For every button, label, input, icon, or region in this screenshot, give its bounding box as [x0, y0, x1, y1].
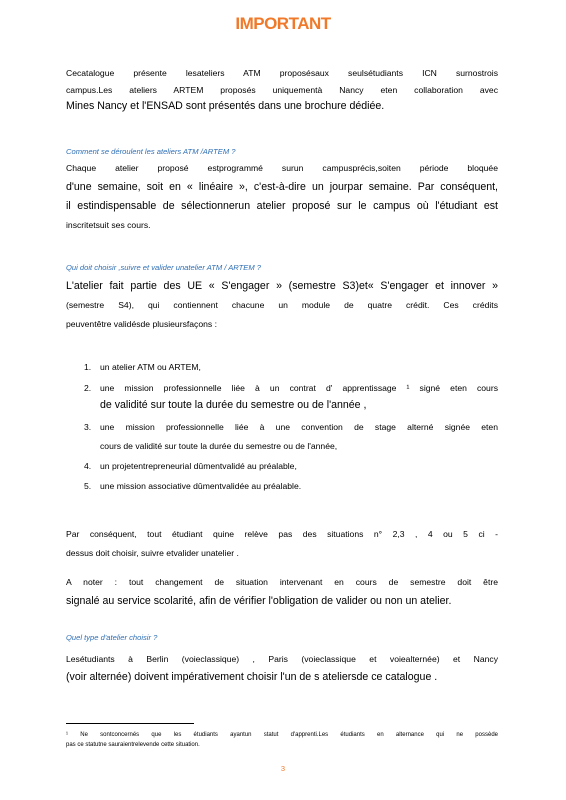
- section-heading-3: Quel type d'atelier choisir ?: [66, 633, 158, 642]
- note-paragraph: [66, 577, 498, 607]
- section-1-paragraph: [66, 163, 498, 231]
- intro-line-1: Cecatalogue présente lesateliers ATM proposésaux seulsétudiants ICN surnostrois: [66, 68, 498, 78]
- s5-line-2: (voir alternée) doivent impérativement choisir l'un de s ateliersde ce catalogue .: [66, 671, 438, 683]
- list-item-text: une mission professionnelle liée à une convention de stage alterné signée eten: [100, 422, 498, 432]
- list-item-text: une mission professionnelle liée à un contrat d' apprentissage ¹ signé eten cours: [100, 383, 498, 393]
- intro-line-3: Mines Nancy et l'ENSAD sont présentés dans une brochure dédiée.: [66, 100, 385, 112]
- intro-line-2: campus.Les ateliers ARTEM proposés uniquementà Nancy eten collaboration avec: [66, 85, 498, 95]
- s1-line-1: Chaque atelier proposé estprogrammé surun campusprécis,soiten période bloquée: [66, 163, 498, 173]
- list-number: 2.: [84, 383, 92, 393]
- list-item-text: une mission associative dûmentvalidée au préalable.: [100, 481, 302, 491]
- list-item-text-continued: de validité sur toute la durée du semestre ou de l'année ,: [100, 399, 367, 411]
- footnote-separator: [66, 723, 194, 724]
- section-2-paragraph: [66, 281, 498, 330]
- list-item-text-continued: cours de validité sur toute la durée du semestre ou de l'année,: [100, 441, 338, 451]
- footnote-line-1: ¹ Ne sontconcernés que les étudiants ayantun statut d'apprenti.Les étudiants en alternance qui ne possède: [66, 732, 498, 738]
- s3-line-2: dessus doit choisir, suivre etvalider unatelier .: [66, 548, 239, 558]
- s5-line-1: Lesétudiants à Berlin (voieclassique) , Paris (voieclassique et voiealternée) et Nancy: [66, 654, 498, 664]
- section-heading-1: Comment se déroulent les ateliers ATM /ARTEM ?: [66, 147, 236, 156]
- section-heading-2: Qui doit choisir ,suivre et valider unatelier ATM / ARTEM ?: [66, 263, 261, 272]
- list-item-text: un projetentrepreneurial dûmentvalidé au préalable,: [100, 461, 297, 471]
- s1-line-3: il estindispensable de sélectionnerun atelier proposé sur le campus où l'étudiant est: [66, 200, 498, 212]
- intro-paragraph: [66, 68, 498, 112]
- list-item-text: un atelier ATM ou ARTEM,: [100, 362, 201, 372]
- s4-line-2: signalé au service scolarité, afin de vérifier l'obligation de valider ou non un atelier.: [66, 595, 452, 607]
- list-number: 4.: [84, 461, 92, 471]
- list-number: 3.: [84, 422, 92, 432]
- s3-line-1: Par conséquent, tout étudiant quine relève pas des situations n° 2,3 , 4 ou 5 ci -: [66, 529, 498, 539]
- s2-line-2: (semestre S4), qui contiennent chacune un module de quatre crédit. Ces crédits: [66, 300, 498, 310]
- section-3-paragraph: [66, 529, 498, 559]
- page-number: 3: [280, 764, 286, 773]
- s1-line-2: d'une semaine, soit en « linéaire », c'est-à-dire un jourpar semaine. Par conséquent,: [66, 181, 498, 193]
- list-number: 5.: [84, 481, 92, 491]
- s2-line-1: L'atelier fait partie des UE « S'engager » (semestre S3)et« S'engager et innover »: [66, 280, 498, 292]
- s4-line-1: A noter : tout changement de situation intervenant en cours de semestre doit être: [66, 577, 498, 587]
- footnote-line-2: pas ce statutne sauraientrelevende cette situation.: [66, 742, 200, 748]
- footnote: [66, 730, 498, 750]
- s2-line-3: peuventêtre validésde plusieursfaçons :: [66, 319, 217, 329]
- list-number: 1.: [84, 362, 92, 372]
- page-title: IMPORTANT: [235, 14, 331, 33]
- s1-line-4: inscritetsuit ses cours.: [66, 220, 151, 230]
- section-5-paragraph: [66, 654, 498, 683]
